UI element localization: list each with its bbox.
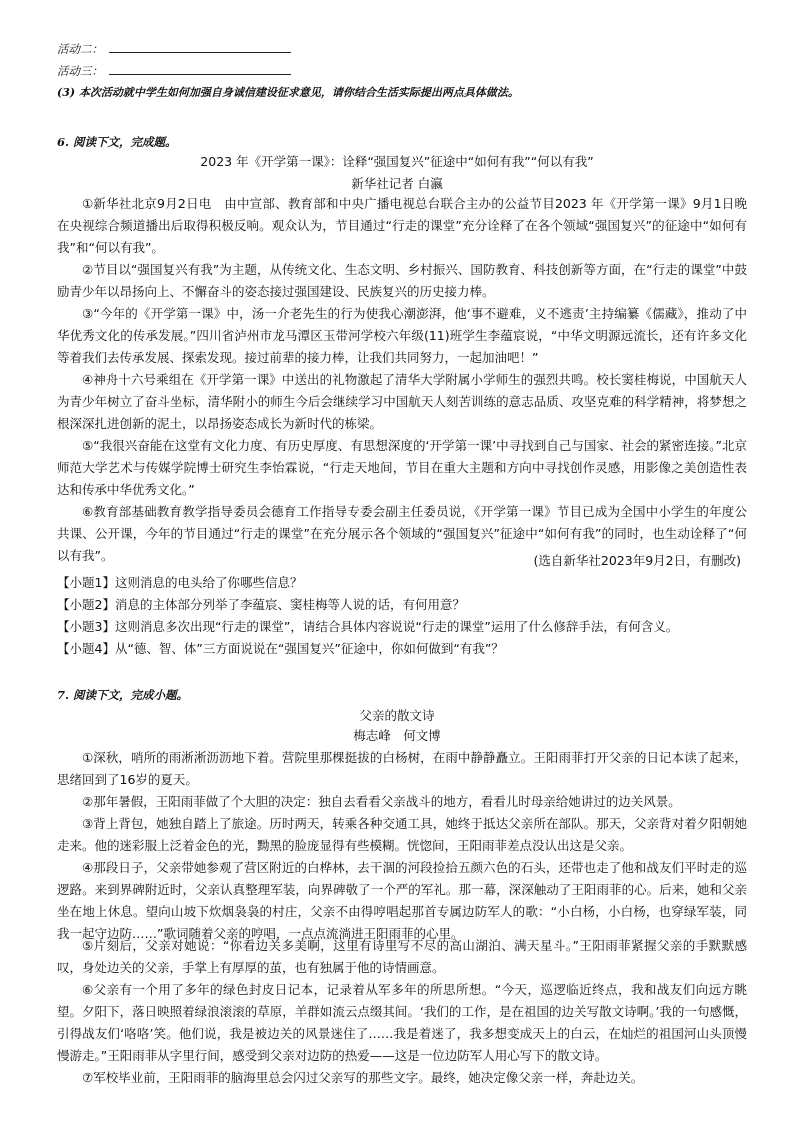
section7-paragraph-7: ⑦军校毕业前，王阳雨菲的脑海里总会闪过父亲写的那些文字。最终，她决定像父亲一样，奔赴边关。 bbox=[82, 1070, 644, 1085]
activity3-label: 活动三： bbox=[57, 64, 103, 78]
activity3-row bbox=[57, 62, 291, 80]
activity2-row bbox=[57, 40, 291, 58]
section6-paragraph-2: ②节目以“强国复兴有我”为主题，从传统文化、生态文明、乡村振兴、国防教育、科技创新等方面，在“行走的课堂”中鼓励青少年以昂扬向上、不懈奋斗的姿态接过强国建设、民族复兴的历史接力棒。 bbox=[57, 262, 747, 299]
section7-paragraph-3: ③背上背包，她独自踏上了旅途。历时两天，转乘各种交通工具，她终于抵达父亲所在部队。那天，父亲背对着夕阳朝她走来。他的迷彩服上泛着金色的光，黝黑的脸庞显得有些模糊。恍惚间，王阳雨菲差点没认出这是父亲。 bbox=[57, 816, 747, 853]
section7-paragraph-6: ⑥父亲有一个用了多年的绿色封皮日记本，记录着从军多年的所思所想。“今天，巡逻临近终点，我和战友们向远方眺望。夕阳下，落日映照着绿浪滚滚的草原，羊群如流云点缀其间。‘我们的工作，是在祖国的边关写散文诗啊。’我的一句感慨，引得战友们‘咯咯’笑。他们说，我是被边关的风景迷住了……我是着迷了，我多想变成天上的白云，在灿烂的祖国河山头顶慢慢游走。”王阳雨菲从字里行间，感受到父亲对边防的热爱——这是一位边防军人用心写下的散文诗。 bbox=[57, 982, 747, 1063]
section7-paragraph-1: ①深秋，哨所的雨淅淅沥沥地下着。营院里那棵挺拔的白杨树，在雨中静静矗立。王阳雨菲打开父亲的日记本读了起来，思绪回到了16岁的夏天。 bbox=[57, 750, 747, 787]
section6-question-4: 【小题4】从“德、智、体”三方面说说在“强国复兴”征途中，你如何做到“有我”？ bbox=[57, 641, 504, 656]
activity2-answer-blank[interactable] bbox=[109, 40, 291, 53]
section7-byline: 梅志峰 何文博 bbox=[353, 728, 441, 743]
section6-title: 2023 年《开学第一课》：诠释“强国复兴”征途中“如何有我”“何以有我” bbox=[200, 154, 594, 169]
section6-source: (选自新华社2023年9月2日，有删改) bbox=[533, 553, 741, 568]
activity2-label: 活动二： bbox=[57, 42, 103, 56]
section6-heading: 6. 阅读下文，完成题。 bbox=[57, 135, 177, 149]
section6-paragraph-5: ⑤“我很兴奋能在这堂有文化力度、有历史厚度、有思想深度的‘开学第一课’中寻找到自己与国家、社会的紧密连接。”北京师范大学艺术与传媒学院博士研究生李怡霖说，“行走天地间，节目在重大主题和方向中寻找创作灵感，用影像之美创造性表达和传承中华优秀文化。” bbox=[57, 438, 747, 497]
section6-question-1: 【小题1】这则消息的电头给了你哪些信息？ bbox=[57, 575, 303, 590]
section6-paragraph-6: ⑥教育部基础教育教学指导委员会德育工作指导专委会副主任委员说，《开学第一课》节目已成为全国中小学生的年度公共课、公开课，今年的节目通过“行走的课堂”在充分展示各个领域的“强国复兴”征途中“如何有我”的同时，也生动诠释了“何以有我”。 bbox=[57, 504, 747, 563]
question3-text: (3) 本次活动就中学生如何加强自身诚信建设征求意见，请你结合生活实际提出两点具体做法。 bbox=[57, 86, 519, 99]
section6-paragraph-4: ④神舟十六号乘组在《开学第一课》中送出的礼物激起了清华大学附属小学师生的强烈共鸣。校长窦桂梅说，中国航天人为青少年树立了奋斗坐标，清华附小的师生今后会继续学习中国航天人刻苦训练的意志品质、攻坚克难的科学精神，将梦想之根深深扎进创新的泥土，以昂扬姿态成长为新时代的栋梁。 bbox=[57, 372, 747, 431]
section6-question-3: 【小题3】这则消息多次出现“行走的课堂”，请结合具体内容说说“行走的课堂”运用了什么修辞手法，有何含义。 bbox=[57, 619, 679, 634]
section7-paragraph-4: ④那段日子，父亲带她参观了营区附近的白桦林，去干涸的河段捡拾五颜六色的石头，还带也走了他和战友们平时走的巡逻路。来到界碑附近时，父亲认真整理军装，向界碑敬了一个严的军礼。那一幕，深深触动了王阳雨菲的心。后来，她和父亲坐在地上休息。望向山坡下炊烟袅袅的村庄，父亲不由得哼唱起那首专属边防军人的歌：“小白杨，小白杨，也穿绿军装，同我一起守边防……”歌词随着父亲的哼唱，一点点流淌进王阳雨菲的心里。 bbox=[57, 860, 747, 941]
section7-heading: 7. 阅读下文，完成小题。 bbox=[57, 688, 189, 702]
section7-paragraph-5: ⑤片刻后，父亲对她说：“你看边关多美啊，这里有诗里写不尽的高山湖泊、满天星斗。”王阳雨菲紧握父亲的手默默感叹，身处边关的父亲，手掌上有厚厚的茧，也有独属于他的诗情画意。 bbox=[57, 938, 747, 975]
section6-question-2: 【小题2】消息的主体部分列举了李蕴宸、窦桂梅等人说的话，有何用意？ bbox=[57, 597, 465, 612]
section6-paragraph-1: ①新华社北京9月2日电 由中宣部、教育部和中央广播电视总台联合主办的公益节目2023 年《开学第一课》9月1日晚在央视综合频道播出后取得积极反响。观众认为，节目通过“行走的课堂”充分诠释了在各个领域“强国复兴”的征途中“如何有我”和“何以有我”。 bbox=[57, 196, 747, 255]
activity3-answer-blank[interactable] bbox=[109, 62, 291, 75]
section6-paragraph-3: ③“今年的《开学第一课》中，汤一介老先生的行为使我心潮澎湃，他‘事不避难，义不逃责’主持编纂《儒藏》，推动了中华优秀文化的传承发展。”四川省泸州市龙马潭区玉带河学校六年级(11)班学生李蕴宸说，“中华文明源远流长，还有许多文化等着我们去传承发展、探索发现。接过前辈的接力棒，让我们共同努力，一起加油吧！” bbox=[57, 306, 747, 365]
section7-paragraph-2: ②那年暑假，王阳雨菲做了个大胆的决定：独自去看看父亲战斗的地方，看看儿时母亲给她讲过的边关风景。 bbox=[82, 794, 681, 809]
section7-title: 父亲的散文诗 bbox=[359, 708, 435, 723]
section6-byline: 新华社记者 白瀛 bbox=[351, 176, 443, 191]
